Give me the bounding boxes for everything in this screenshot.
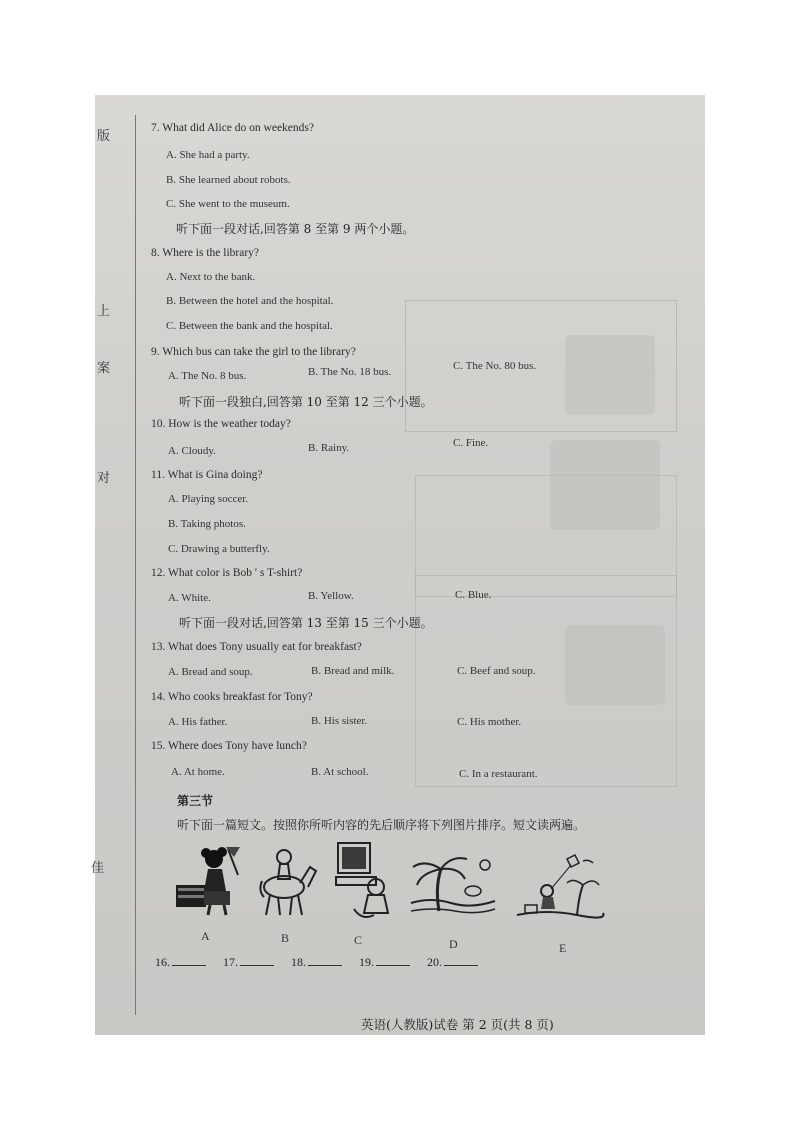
side-char: 上 — [97, 304, 111, 319]
question-14: 14. Who cooks breakfast for Tony? — [151, 691, 313, 703]
option: C. She went to the museum. — [166, 198, 290, 210]
beach-palm-icon — [411, 851, 495, 917]
picture-label-b: B — [281, 931, 290, 945]
side-char: 版 — [97, 129, 111, 144]
answer-blank-19[interactable] — [359, 955, 410, 969]
section-instruction: 听下面一篇短文。按照你所听内容的先后顺序将下列图片排序。短文读两遍。 — [177, 818, 586, 832]
question-10: 10. How is the weather today? — [151, 418, 291, 430]
option: C. The No. 80 bus. — [453, 360, 537, 372]
blank-number: 18. — [291, 955, 306, 969]
option: A. Bread and soup. — [168, 666, 253, 678]
option: C. His mother. — [457, 716, 522, 728]
option: B. At school. — [311, 766, 369, 778]
picture-label-c: C — [354, 933, 363, 947]
option: B. The No. 18 bus. — [308, 366, 392, 378]
instruction: 听下面一段独白,回答第 10 至第 12 三个小题。 — [179, 395, 433, 409]
option: C. Drawing a butterfly. — [168, 543, 270, 555]
answer-blank-18[interactable] — [291, 955, 342, 969]
blank-number: 20. — [427, 955, 442, 969]
option: B. Yellow. — [308, 590, 354, 602]
option: A. White. — [168, 592, 211, 604]
question-9: 9. Which bus can take the girl to the library? — [151, 346, 356, 358]
blank-number: 17. — [223, 955, 238, 969]
page-footer: 英语(人教版)试卷 第 2 页(共 8 页) — [361, 1017, 554, 1032]
question-7: 7. What did Alice do on weekends? — [151, 122, 314, 134]
blank-number: 19. — [359, 955, 374, 969]
bleed-through-image — [550, 440, 660, 530]
option: B. Rainy. — [308, 442, 350, 454]
exam-page — [91, 95, 705, 1035]
answer-blank-20[interactable] — [427, 955, 478, 969]
picture-label-d: D — [449, 937, 458, 951]
question-12: 12. What color is Bob ' s T-shirt? — [151, 567, 303, 579]
horse-riding-icon — [254, 847, 318, 919]
option: C. Between the bank and the hospital. — [166, 320, 333, 332]
blank-number: 16. — [155, 955, 170, 969]
picture-label-a: A — [201, 929, 210, 943]
kite-flying-icon — [517, 855, 603, 921]
option: B. She learned about robots. — [166, 174, 291, 186]
option: A. At home. — [171, 766, 225, 778]
binding-margin-line — [135, 115, 136, 1015]
option: A. The No. 8 bus. — [168, 370, 247, 382]
question-11: 11. What is Gina doing? — [151, 469, 263, 481]
option: B. His sister. — [311, 715, 368, 727]
instruction: 听下面一段对话,回答第 13 至第 15 三个小题。 — [179, 616, 433, 630]
option: A. Playing soccer. — [168, 493, 249, 505]
answer-blank-16[interactable] — [155, 955, 206, 969]
computer-user-icon — [332, 839, 396, 921]
option: B. Taking photos. — [168, 518, 246, 530]
bleed-through-image — [565, 625, 665, 705]
question-15: 15. Where does Tony have lunch? — [151, 740, 307, 752]
option: C. Fine. — [453, 437, 489, 449]
side-char: 对 — [97, 471, 111, 486]
option: A. Cloudy. — [168, 445, 216, 457]
answer-blanks — [155, 955, 492, 970]
picture-label-e: E — [559, 941, 567, 955]
option: A. His father. — [168, 716, 228, 728]
section-title: 第三节 — [177, 794, 214, 808]
option: C. Blue. — [455, 589, 492, 601]
option: B. Bread and milk. — [311, 665, 395, 677]
side-char: 佳 — [91, 861, 105, 876]
bleed-through-image — [565, 335, 655, 415]
option: C. In a restaurant. — [459, 768, 538, 780]
instruction: 听下面一段对话,回答第 8 至第 9 两个小题。 — [176, 222, 415, 236]
answer-blank-17[interactable] — [223, 955, 274, 969]
option: A. She had a party. — [166, 149, 250, 161]
question-8: 8. Where is the library? — [151, 247, 260, 259]
option: B. Between the hotel and the hospital. — [166, 295, 334, 307]
reading-at-desk-icon — [174, 845, 242, 917]
option: C. Beef and soup. — [457, 665, 536, 677]
question-13: 13. What does Tony usually eat for breakfast? — [151, 641, 362, 653]
option: A. Next to the bank. — [166, 271, 256, 283]
side-char: 案 — [97, 361, 111, 376]
